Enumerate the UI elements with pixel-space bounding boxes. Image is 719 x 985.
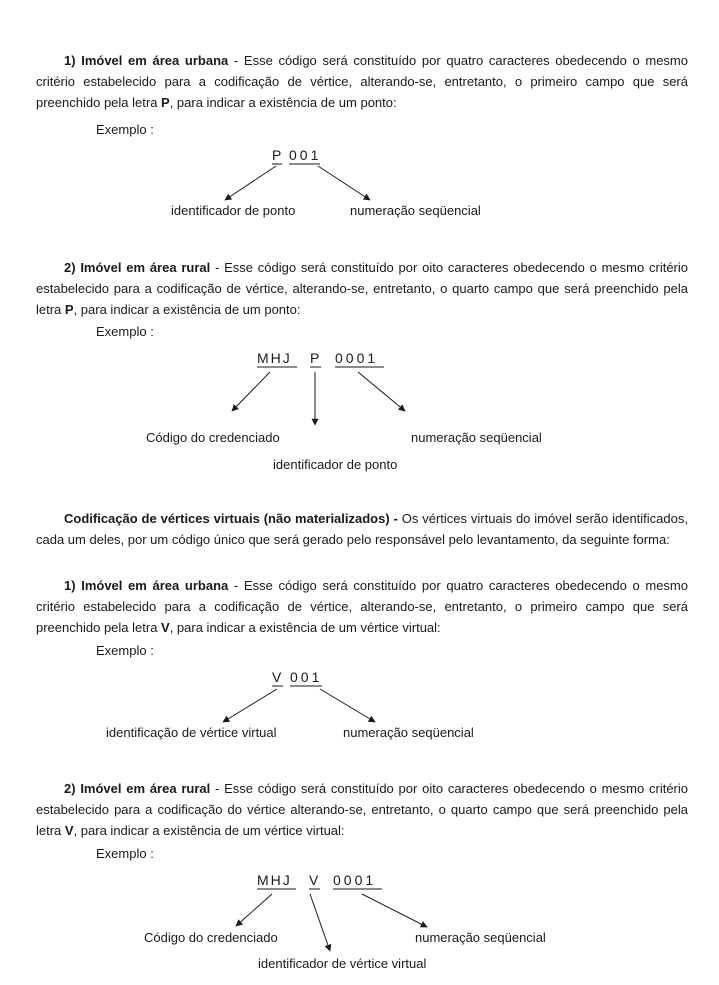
code-letter: V — [309, 872, 319, 888]
code-number: 0001 — [335, 350, 379, 366]
label-identificador-ponto: identificador de ponto — [273, 457, 398, 472]
code-letter: P — [310, 350, 320, 366]
arrow — [362, 894, 427, 927]
code-prefix: MHJ — [257, 872, 292, 888]
heading-rural-point: 2) Imóvel em área rural — [64, 260, 211, 275]
text: - Esse código será constituído por quatro caracteres obedecendo o mesmo critério estabelecido para a codificação de vértice, alterando-se, entretanto, o primeiro campo que será preenchido pela letra — [36, 578, 688, 635]
letter: P — [64, 302, 74, 317]
label-codigo-credenciado: Código do credenciado — [144, 930, 278, 945]
letter: P — [161, 95, 170, 110]
label-numeracao: numeração seqüencial — [343, 725, 474, 740]
example-label: Exemplo : — [96, 324, 154, 339]
text: - Esse código será constituído por quatro caracteres obedecendo o mesmo critério estabelecido para a codificação de vértice, alterando-se, entretanto, o primeiro campo que será preenchido pela letra — [36, 53, 688, 110]
example-label: Exemplo : — [96, 846, 154, 861]
code-letter: P — [272, 147, 282, 163]
text: - Esse código será constituído por oito caracteres obedecendo o mesmo critério estabelecido para a codificação de vértice, alterando-se, entretanto, o quarto campo que será preenchido pela letra — [36, 260, 688, 317]
label-identificador-vertice-virtual: identificador de vértice virtual — [258, 956, 427, 971]
label-numeracao: numeração seqüencial — [411, 430, 542, 445]
text: , para indicar a existência de um vértice virtual: — [73, 823, 345, 838]
heading-urban-virtual: 1) Imóvel em área urbana — [64, 578, 229, 593]
heading-rural-virtual: 2) Imóvel em área rural — [64, 781, 211, 796]
text: Os vértices virtuais do imóvel serão identificados, cada um deles, por um código único que será gerado pelo responsável pelo levantamento, da seguinte forma: — [36, 511, 688, 547]
code-letter: V — [272, 669, 282, 685]
arrow — [310, 894, 330, 951]
code-number: 001 — [290, 669, 323, 685]
example-label: Exemplo : — [96, 643, 154, 658]
heading-virtual: Codificação de vértices virtuais (não materializados) - — [64, 511, 398, 526]
letter: V — [64, 823, 74, 838]
label-codigo-credenciado: Código do credenciado — [146, 430, 280, 445]
heading-urban-point: 1) Imóvel em área urbana — [64, 53, 229, 68]
text: - Esse código será constituído por oito caracteres obedecendo o mesmo critério estabelecido para a codificação do vértice alterando-se, entretanto, o quarto campo que será preenchido pela letra — [36, 781, 688, 838]
text: , para indicar a existência de um ponto: — [73, 302, 301, 317]
code-prefix: MHJ — [257, 350, 292, 366]
label-numeracao: numeração seqüencial — [350, 203, 481, 218]
example-label: Exemplo : — [96, 122, 154, 137]
text: , para indicar a existência de um ponto: — [169, 95, 397, 110]
label-identificacao-vertice-virtual: identificação de vértice virtual — [106, 725, 277, 740]
text: , para indicar a existência de um vértice virtual: — [169, 620, 441, 635]
label-numeracao: numeração seqüencial — [415, 930, 546, 945]
code-number: 0001 — [333, 872, 377, 888]
code-number: 001 — [289, 147, 322, 163]
label-identificador-ponto: identificador de ponto — [171, 203, 296, 218]
letter: V — [161, 620, 170, 635]
arrow — [236, 894, 272, 926]
